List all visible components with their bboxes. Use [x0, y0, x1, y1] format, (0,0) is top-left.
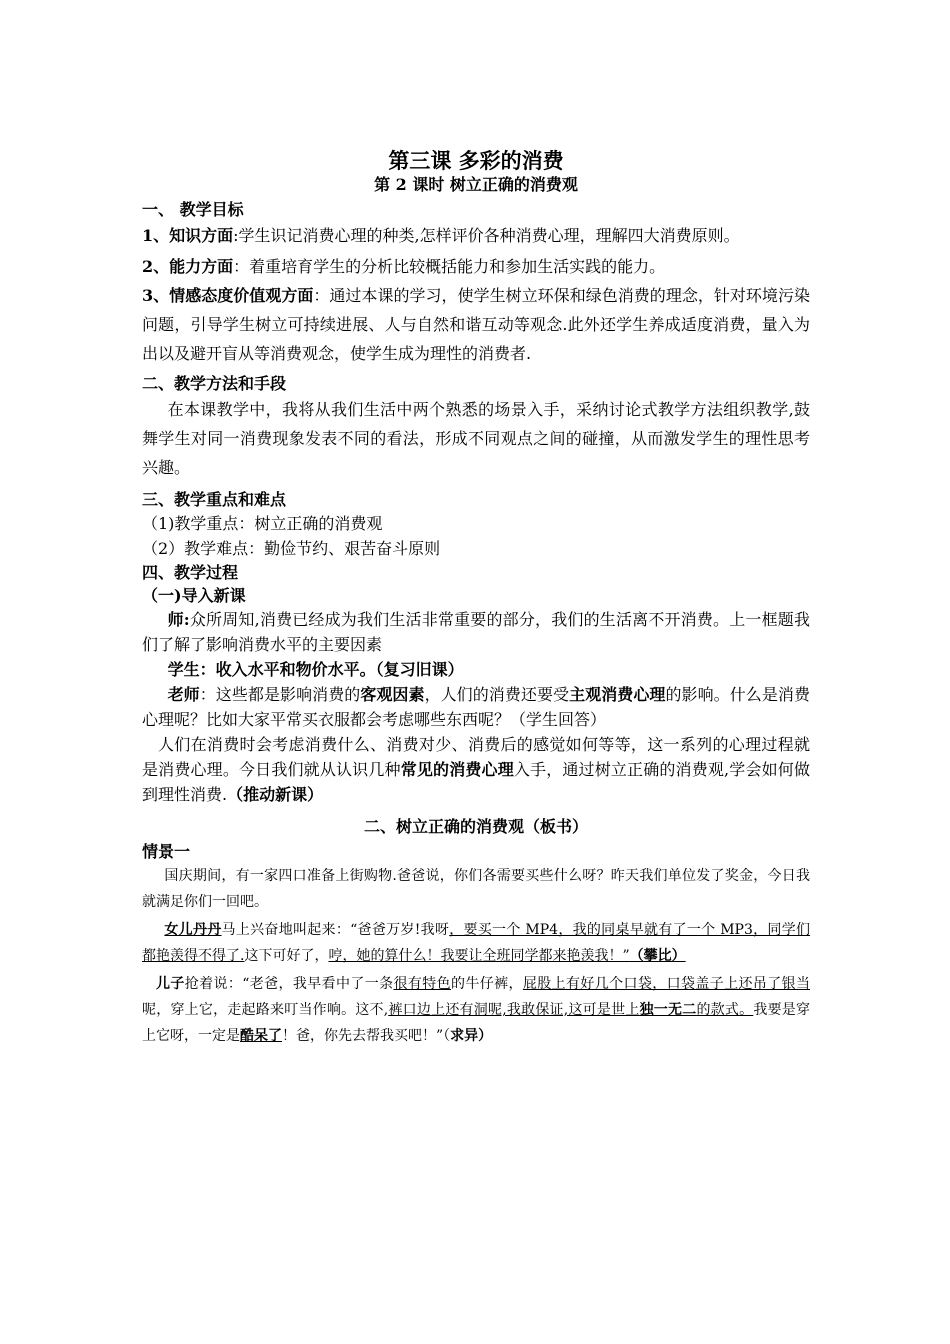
goal-ability: [142, 254, 810, 279]
intro-subheading: （一)导入新课: [142, 586, 246, 605]
son-text-a: 抢着说：“老爸，我早看中了一条: [184, 976, 394, 992]
son-text-i: 我要是穿上它呀，一定是: [142, 1002, 811, 1044]
unique-style: 独一无二: [639, 1002, 697, 1018]
document-page: [142, 148, 810, 1049]
psychology-text-a: 人们在消费时会考虑消费什么、消费对少、消费后的感觉如何等等，这一系列的心理过程就是消费心理。今日我们就从认识几种: [142, 735, 810, 779]
son-text-f: 裤口边上还有洞呢,我敢保证,这可是世上: [388, 1002, 640, 1018]
cool-word: 酷呆了: [240, 1028, 282, 1044]
common-psychology: 常见的消费心理: [400, 760, 514, 779]
daughter-text-b: ，要买一个 MP4，我的同桌早就有了一个 MP3，同学们都艳羡得不得了.: [142, 922, 811, 964]
teacher-text-1: 众所周知,消费已经成为我们生活非常重要的部分，我们的生活离不开消费。上一框题我们了解了影响消费水平的主要因素: [142, 610, 810, 654]
lesson-subtitle: 第 2 课时 树立正确的消费观: [374, 175, 578, 194]
section-4-heading: 四、教学过程: [142, 563, 239, 582]
son-paragraph: [142, 971, 810, 1049]
son-text-k: ！爸，你先去帮我买吧！”（: [282, 1028, 451, 1044]
teacher-line-2: [142, 682, 810, 732]
goal-emotion: [142, 281, 810, 368]
difficult-point: （2）教学难点：勤俭节约、艰苦奋斗原则: [142, 539, 441, 558]
goal-emotion-text: ：通过本课的学习，使学生树立环保和绿色消费的理念，针对环境污染问题，引导学生树立可持续进展、人与自然和谐互动等观念.此外还学生养成适度消费，量入为出以及避开盲从等消费观念，使学生成为理性的消费者.: [142, 286, 810, 363]
goal-knowledge: [142, 223, 810, 248]
son-text-h: 的款式。: [696, 1002, 754, 1018]
psychology-paragraph: [142, 732, 810, 807]
subjective-psychology: 主观消费心理: [569, 685, 666, 704]
daughter-paragraph: [142, 917, 810, 969]
daughter-text-a: 马上兴奋地叫起来：“爸爸万岁!我呀: [221, 922, 450, 938]
son-text-b: 很有特色: [393, 976, 452, 992]
section-3-heading: 三、教学重点和难点: [142, 490, 287, 509]
teacher-label-2: 老师: [167, 685, 200, 704]
teacher-line-1: [142, 607, 810, 657]
teacher-text-2c: ，人们的消费还要受: [424, 685, 570, 704]
goal-knowledge-label: 1、知识方面: [142, 226, 234, 245]
son-label: 儿子: [156, 976, 185, 992]
new-lesson-tag: （推动新课）: [227, 785, 324, 804]
board-heading: 二、树立正确的消费观（板书）: [363, 817, 588, 836]
comparison-tag: （攀比）: [629, 948, 686, 964]
son-text-e: 呢，穿上它，走起路来叮当作响。这不,: [142, 1002, 389, 1018]
objective-factor: 客观因素: [360, 685, 425, 704]
student-answer: 学生：收入水平和物价水平。（复习旧课）: [167, 660, 464, 679]
teacher-text-2e: 的影响。什么是消费心理呢？比如大家平常买衣服都会考虑哪些东西呢？（学生回答）: [142, 685, 810, 729]
daughter-text-c: 这下可好了，: [244, 948, 329, 964]
goal-ability-text: ：着重培育学生的分析比较概括能力和参加生活实践的能力。: [233, 257, 666, 276]
daughter-text-d: 哼，她的算什么！我要让全班同学都来艳羡我！”: [328, 948, 630, 964]
key-point: （1)教学重点：树立正确的消费观: [142, 514, 383, 533]
teacher-label-1: 师:: [167, 610, 190, 629]
novelty-tag: 求异）: [450, 1028, 493, 1044]
goal-ability-label: 2、能力方面: [142, 257, 234, 276]
method-text: 在本课教学中，我将从我们生活中两个熟悉的场景入手，采纳讨论式教学方法组织教学,鼓舞学生对同一消费现象发表不同的看法，形成不同观点之间的碰撞，从而激发学生的理性思考兴趣。: [142, 400, 810, 477]
goal-knowledge-text: :学生识记消费心理的种类,怎样评价各种消费心理，理解四大消费原则。: [233, 226, 740, 245]
section-1-heading: 一、 教学目标: [142, 200, 244, 219]
psychology-text-c: 入手，通过树立正确的消费观,学会如何做到理性消费.: [142, 760, 810, 804]
goal-emotion-label: 3、情感态度价值观方面: [142, 286, 314, 305]
son-text-d: 屁股上有好几个口袋，口袋盖子上还吊了银当: [522, 976, 810, 992]
teacher-text-2a: ：这些都是影响消费的: [199, 685, 361, 704]
son-text-c: 的牛仔裤，: [451, 976, 523, 992]
scene-intro: 国庆期间，有一家四口准备上街购物.爸爸说，你们各需要买些什么呀？昨天我们单位发了奖金，今日我就满足你们一回吧。: [142, 868, 810, 910]
daughter-label: 女儿丹丹: [164, 922, 222, 938]
section-2-heading: 二、教学方法和手段: [142, 374, 287, 393]
lesson-title: 第三课 多彩的消费: [388, 148, 564, 173]
scene-heading: 情景一: [142, 842, 191, 861]
